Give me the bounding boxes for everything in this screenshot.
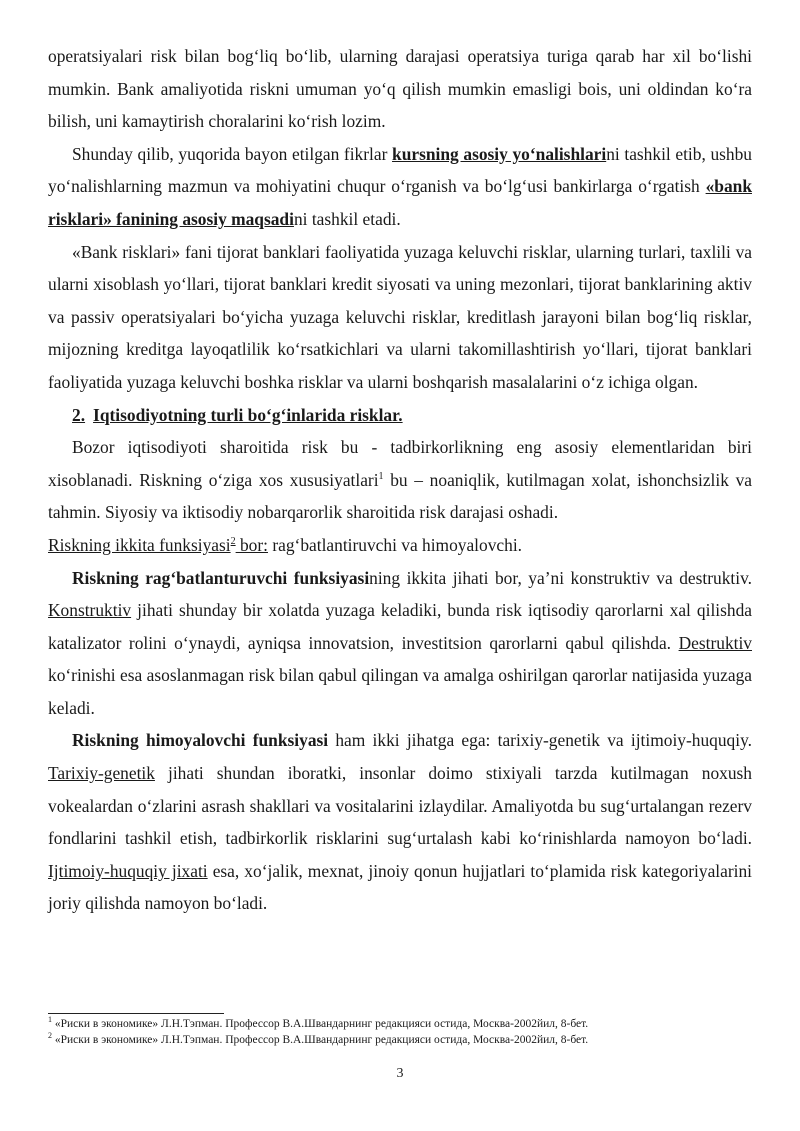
footnote-ref-2: 2	[230, 536, 236, 548]
paragraph-4	[48, 431, 752, 529]
course-directions-emphasis: kursning asosiy yo‘nalishlari	[392, 143, 607, 164]
paragraph-7	[48, 724, 752, 920]
footnote-2-text: «Риски в экономике» Л.Н.Тэпман. Профессор В.А.Швандарнинг редакцияси остида, Москва-2002йил, 8-бет.	[52, 1034, 589, 1046]
footnote-1-text: «Риски в экономике» Л.Н.Тэпман. Профессор В.А.Швандарнинг редакцияси остида, Москва-2002йил, 8-бет.	[52, 1018, 589, 1030]
paragraph-4-text-a: Bozor iqtisodiyoti sharoitida risk bu - tadbirkorlikning eng asosiy elementlaridan biri xisoblanadi. Riskning o‘ziga xos xususiyatlari	[48, 437, 752, 490]
paragraph-4-text-b: bu – noaniqlik, kutilmagan xolat, ishonchsizlik va tahmin. Siyosiy va iktisodiy nobarqarorlik sharoitida risk darajasi oshadi.	[48, 469, 752, 523]
subject-goal-emphasis: «bank risklari» fanining asosiy maqsadi	[48, 176, 752, 229]
page-number: 3	[396, 1066, 404, 1081]
social-legal-term: Ijtimoiy-huquqiy jixati	[48, 860, 208, 881]
footnote-1	[48, 1016, 752, 1032]
historical-genetic-term: Tarixiy-genetik	[48, 763, 155, 784]
paragraph-7-text-d: jihati shundan iboratki, insonlar doimo stixiyali tarzda kutilmagan noxush vokealardan o‘zlarini asrash shakllari va vositalarini izlaydilar. Amaliyotda bu sug‘urtalangan rezerv fondlarini tashkil etish, tadbirkorlik risklarini sug‘urtalash kabi ko‘rinishlarda namoyon bo‘ladi.	[48, 763, 752, 849]
footnote-separator	[48, 1013, 224, 1014]
document-body	[48, 40, 752, 920]
footnotes	[48, 1016, 752, 1048]
risk-functions-bor: bor:	[235, 534, 268, 555]
footnote-1-mark: 1	[48, 1015, 52, 1025]
protective-function-term: Riskning himoyalovchi funksiyasi	[72, 730, 329, 751]
stimulating-function-term: Riskning rag‘batlanturuvchi funksiyasi	[72, 567, 370, 588]
destructive-term: Destruktiv	[678, 632, 752, 653]
section-title: Iqtisodiyotning turli bo‘g‘inlarida risklar.	[93, 404, 403, 425]
footnote-ref-1: 1	[378, 470, 384, 482]
paragraph-7-text-f: esa, xo‘jalik, mexnat, jinoiy qonun hujjatlari to‘plamida risk kategoriyalarini joriy qilishda namoyon bo‘ladi.	[48, 860, 753, 914]
paragraph-7-text-b: ham ikki jihatga ega: tarixiy-genetik va ijtimoiy-huquqiy.	[328, 730, 752, 751]
paragraph-2-text-a: Shunday qilib, yuqorida bayon etilgan fikrlar	[72, 143, 393, 164]
footnote-2	[48, 1032, 752, 1048]
paragraph-3: «Bank risklari» fani tijorat banklari faoliyatida yuzaga keluvchi risklar, ularning turlari, taxlili va ularni xisoblash yo‘llari, tijorat banklari kredit siyosati va uning mezonlari, tijorat banklarining aktiv va passiv operatsiyalari bo‘yicha yuzaga keluvchi risklar, kreditlash jarayoni bilan bog‘liq risklar, mijozning kreditga layoqatlilik ko‘rsatkichlari va ularni takomillashtirish yo‘llari, tijorat banklari faoliyatida yuzaga keluvchi boshka risklar va ularni boshqarish masalalarini o‘z ichiga olgan.	[48, 241, 752, 392]
paragraph-6-text-b: ning ikkita jihati bor, ya’ni konstruktiv va destruktiv.	[369, 567, 752, 588]
paragraph-2	[48, 138, 752, 236]
constructive-term: Konstruktiv	[48, 600, 132, 621]
footnote-2-mark: 2	[48, 1031, 52, 1041]
paragraph-5-text-c: rag‘batlantiruvchi va himoyalovchi.	[267, 534, 522, 555]
section-number: 2.	[72, 404, 86, 425]
paragraph-6-text-d: jihati shunday bir xolatda yuzaga keladiki, bunda risk iqtisodiy qarorlarni xal qilishda katalizator rolini o‘ynaydi, ayniqsa innovatsion, investitsion qarorlarni qabul qilishda.	[48, 600, 752, 653]
paragraph-6	[48, 562, 752, 725]
paragraph-2-text-e: ni tashkil etadi.	[293, 208, 401, 229]
risk-functions-label: Riskning ikkita funksiyasi	[48, 534, 231, 555]
paragraph-5	[48, 529, 752, 562]
section-heading	[48, 399, 752, 432]
paragraph-2-text-c: ni tashkil etib, ushbu yo‘nalishlarning mazmun va mohiyatini chuqur o‘rganish va bo‘lg‘usi bankirlarga o‘rgatish	[48, 143, 752, 197]
paragraph-6-text-f: ko‘rinishi esa asoslanmagan risk bilan qabul qilingan va amalga oshirilgan qarorlar natijasida yuzaga keladi.	[48, 665, 752, 718]
paragraph-1: operatsiyalari risk bilan bog‘liq bo‘lib, ularning darajasi operatsiya turiga qarab har xil bo‘lishi mumkin. Bank amaliyotida riskni umuman yo‘q qilish mumkin emasligi bois, uni oldindan ko‘ra bilish, uni kamaytirish choralarini ko‘rish lozim.	[48, 46, 752, 132]
